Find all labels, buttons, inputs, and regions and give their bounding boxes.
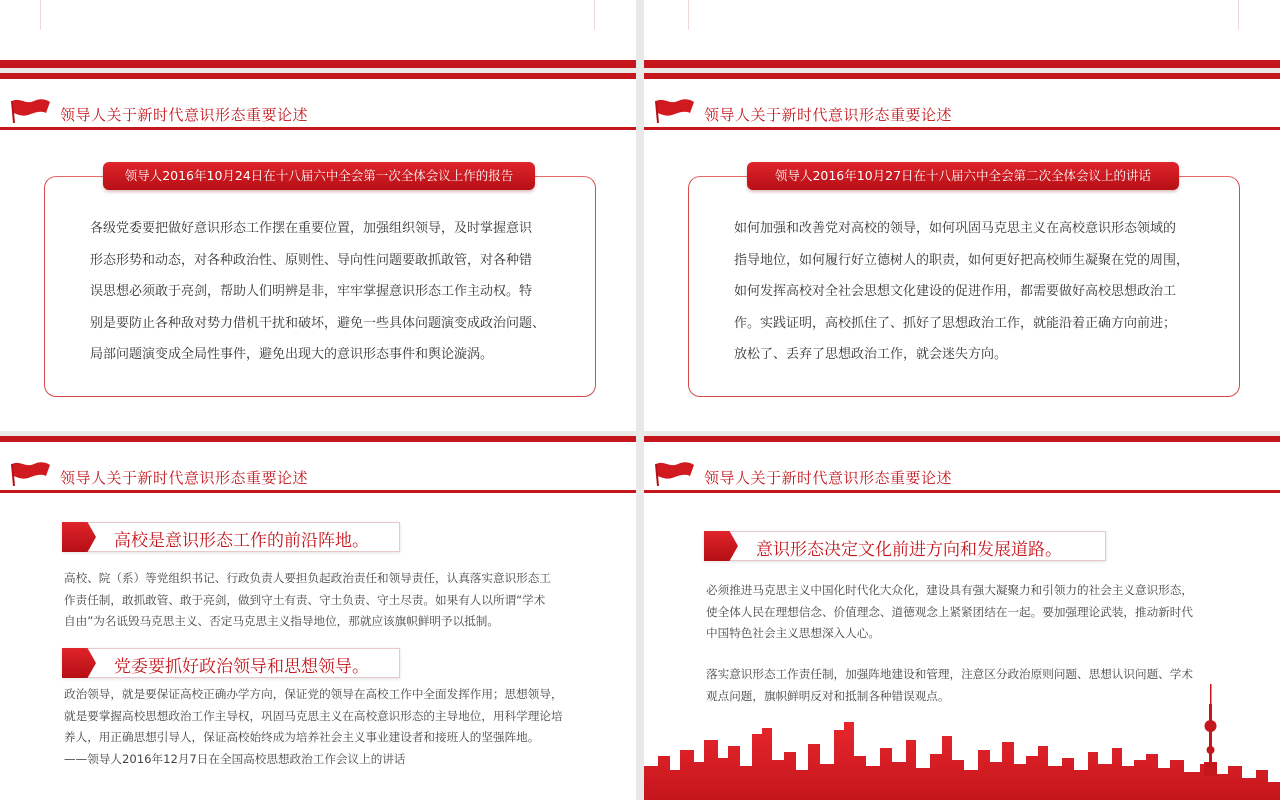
header-underline: [0, 490, 636, 493]
header-title: 领导人关于新时代意识形态重要论述: [60, 469, 309, 487]
divider: [688, 0, 689, 30]
slide-quote-report[interactable]: [0, 73, 636, 431]
quote-line: 形态形势和动态，对各种政治性、原则性、导向性问题要敢抓敢管，对各种错: [90, 252, 533, 268]
city-skyline-illustration: [644, 670, 1280, 800]
quote-line: 别是要防止各种敌对势力借机干扰和破坏，避免一些具体问题演变成政治问题、: [90, 315, 546, 331]
paragraph-line: 必须推进马克思主义中国化时代化大众化，建设具有强大凝聚力和引领力的社会主义意识形态，: [706, 583, 1193, 597]
divider: [40, 0, 41, 30]
source-pill: 领导人2016年10月27日在十八届六中全会第二次全体会议上的讲话: [747, 162, 1179, 190]
quote-line: 如何发挥高校对全社会思想文化建设的促进作用，都需要做好高校思想政治工: [734, 284, 1177, 300]
paragraph-line: 作责任制，敢抓敢管、敢于亮剑，做到守土有责、守土负责、守土尽责。如果有人以所谓“学术: [64, 592, 546, 607]
paragraph-line: 观点问题，旗帜鲜明反对和抵制各种错误观点。: [706, 688, 950, 703]
quote-line: 各级党委要把做好意识形态工作摆在重要位置，加强组织领导，及时掌握意识: [90, 221, 533, 236]
subheading-1: [62, 522, 400, 552]
subheading-text: 高校是意识形态工作的前沿阵地。: [114, 531, 369, 551]
header-underline: [0, 127, 636, 130]
paragraph-line: 使全体人民在理想信念、价值理念、道德观念上紧紧团结在一起。要加强理论武装，推动新时代: [706, 604, 1193, 619]
slide-partial-top-right: [644, 0, 1280, 68]
quote-line: 作。实践证明，高校抓住了、抓好了思想政治工作，就能沿着正确方向前进；: [734, 315, 1177, 331]
subheading-1: [704, 531, 1106, 561]
citation-line: ——领导人2016年12月7日在全国高校思想政治工作会议上的讲话: [64, 751, 406, 766]
slide-quote-speech[interactable]: [644, 73, 1280, 431]
header-title: 领导人关于新时代意识形态重要论述: [704, 469, 953, 487]
quote-body: [90, 213, 560, 371]
paragraph-line: 政治领导，就是要保证高校正确办学方向，保证党的领导在高校工作中全面发挥作用；思想领导，: [64, 687, 563, 701]
red-flag-icon: [654, 460, 696, 486]
header-underline: [644, 127, 1280, 130]
paragraph-line: 自由”为名诋毁马克思主义、否定马克思主义指导地位，那就应该旗帜鲜明予以抵制。: [64, 614, 499, 628]
quote-line: 指导地位，如何履行好立德树人的职责，如何更好把高校师生凝聚在党的周围，: [734, 252, 1190, 268]
paragraph: [64, 568, 604, 633]
subheading-text: 意识形态决定文化前进方向和发展道路。: [756, 540, 1062, 560]
paragraph-line: 中国特色社会主义思想深入人心。: [706, 626, 880, 640]
slide-partial-top-left: [0, 0, 636, 68]
slide-header: [644, 79, 1280, 129]
quote-body: [734, 213, 1204, 371]
slide-header: [644, 442, 1280, 492]
quote-line: 误思想必须敢于亮剑，帮助人们明辨是非，牢牢掌握意识形态工作主动权。特: [90, 284, 533, 300]
quote-line: 如何加强和改善党对高校的领导，如何巩固马克思主义在高校意识形态领域的: [734, 221, 1177, 236]
slide-university-frontline[interactable]: [0, 436, 636, 800]
header-underline: [644, 490, 1280, 493]
quote-line: 局部问题演变成全局性事件，避免出现大的意识形态事件和舆论漩涡。: [90, 347, 494, 363]
slide-header: [0, 79, 636, 129]
header-title: 领导人关于新时代意识形态重要论述: [704, 106, 953, 124]
paragraph-line: 养人，用正确思想引导人，保证高校始终成为培养社会主义事业建设者和接班人的坚强阵地。: [64, 730, 540, 744]
subheading-2: [62, 648, 400, 678]
slide-header: [0, 442, 636, 492]
source-pill: 领导人2016年10月24日在十八届六中全会第一次全体会议上作的报告: [103, 162, 535, 190]
divider: [594, 0, 595, 30]
red-flag-icon: [654, 97, 696, 123]
paragraph-line: 落实意识形态工作责任制，加强阵地建设和管理，注意区分政治原则问题、思想认识问题、学术: [706, 667, 1193, 681]
quote-line: 放松了、丢弃了思想政治工作，就会迷失方向。: [734, 347, 1008, 363]
paragraph-line: 高校、院（系）等党组织书记、行政负责人要担负起政治责任和领导责任，认真落实意识形态工: [64, 571, 551, 585]
divider: [1238, 0, 1239, 30]
red-flag-icon: [10, 97, 52, 123]
paragraph: [706, 580, 1266, 645]
paragraph-line: 就是要掌握高校思想政治工作主导权，巩固马克思主义在高校意识形态的主导地位，用科学理论培: [64, 708, 563, 723]
red-flag-icon: [10, 460, 52, 486]
slide-ideology-direction[interactable]: [644, 436, 1280, 800]
header-title: 领导人关于新时代意识形态重要论述: [60, 106, 309, 124]
subheading-text: 党委要抓好政治领导和思想领导。: [114, 657, 369, 677]
paragraph: [64, 684, 604, 770]
